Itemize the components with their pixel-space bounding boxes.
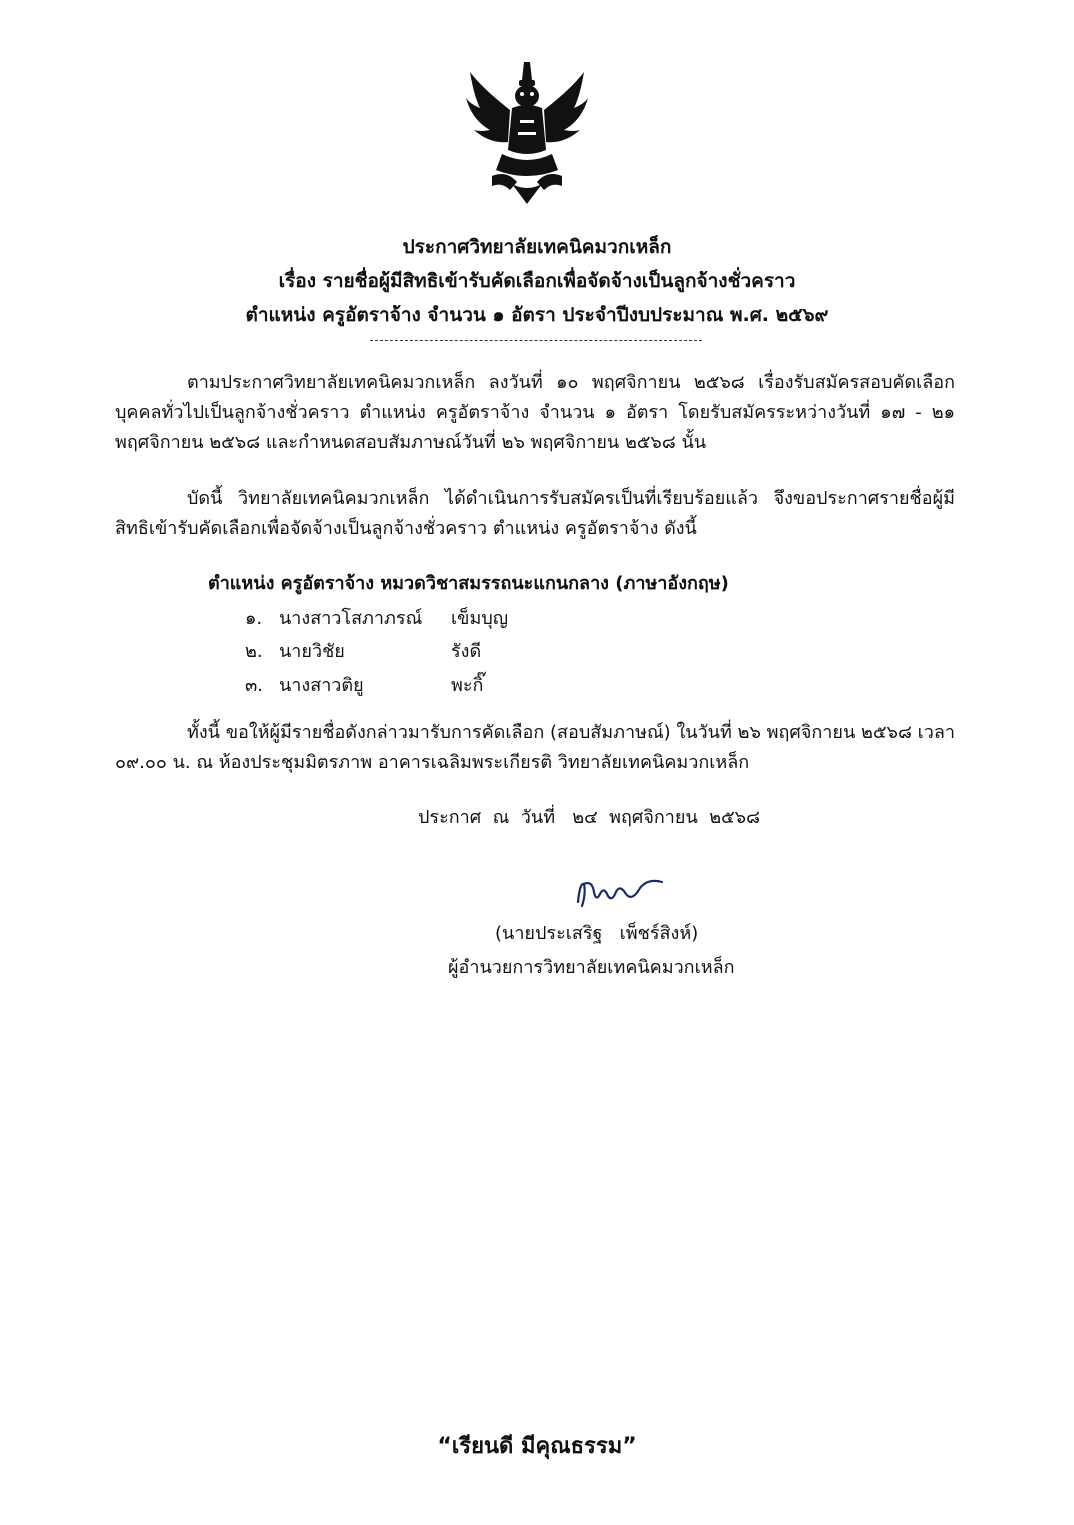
paragraph-interview-schedule: ทั้งนี้ ขอให้ผู้มีรายชื่อดังกล่าวมารับการคัดเลือก (สอบสัมภาษณ์) ในวันที่ ๒๖ พฤศจิกายน ๒๕๖๘ เวลา ๐๙.๐๐ น. ณ ห้องประชุมมิตรภาพ อาคารเฉลิมพระเกียรติ วิทยาลัยเทคนิคมวกเหล็ก — [115, 722, 955, 773]
announcement-subject: เรื่อง รายชื่อผู้มีสิทธิเข้ารับคัดเลือกเพื่อจัดจ้างเป็นลูกจ้างชั่วคราว — [278, 270, 796, 292]
announcement-title: ประกาศวิทยาลัยเทคนิคมวกเหล็ก — [402, 236, 672, 258]
position-heading: ตำแหน่ง ครูอัตราจ้าง หมวดวิชาสมรรถนะแกนกลาง (ภาษาอังกฤษ) — [208, 573, 729, 594]
candidate-row — [245, 670, 483, 698]
signer-title: ผู้อำนวยการวิทยาลัยเทคนิคมวกเหล็ก — [448, 957, 735, 978]
title-divider — [370, 340, 702, 341]
candidate-row — [245, 636, 481, 664]
candidate-last-name: รังดี — [451, 641, 482, 662]
handwritten-signature — [570, 872, 670, 912]
paragraph-background: ตามประกาศวิทยาลัยเทคนิคมวกเหล็ก ลงวันที่ ๑๐ พฤศจิกายน ๒๕๖๘ เรื่องรับสมัครสอบคัดเลือกบุคคลทั่วไปเป็นลูกจ้างชั่วคราว ตำแหน่ง ครูอัตราจ้าง จำนวน ๑ อัตรา โดยรับสมัครระหว่างวันที่ ๑๗ - ๒๑ พฤศจิกายน ๒๕๖๘ และกำหนดสอบสัมภาษณ์วันที่ ๒๖ พฤศจิกายน ๒๕๖๘ นั้น — [115, 372, 955, 453]
candidate-first-name: นายวิชัย — [279, 641, 345, 662]
candidate-first-name: นางสาวติยู — [279, 675, 364, 696]
footer-motto: “เรียนดี มีคุณธรรม” — [437, 1434, 637, 1459]
candidate-number: ๓. — [245, 675, 264, 696]
candidate-last-name: พะกิ๊ — [451, 675, 484, 696]
candidate-row — [245, 603, 508, 631]
garuda-emblem-icon — [462, 58, 592, 208]
candidate-first-name: นางสาวโสภาภรณ์ — [279, 608, 423, 629]
candidate-number: ๒. — [245, 641, 263, 662]
candidate-last-name: เข็มบุญ — [451, 608, 509, 629]
candidate-number: ๑. — [245, 608, 263, 629]
paragraph-announcement: บัดนี้ วิทยาลัยเทคนิคมวกเหล็ก ได้ดำเนินการรับสมัครเป็นที่เรียบร้อยแล้ว จึงขอประกาศรายชื่อผู้มีสิทธิเข้ารับคัดเลือกเพื่อจัดจ้างเป็นลูกจ้างชั่วคราว ตำแหน่ง ครูอัตราจ้าง ดังนี้ — [115, 488, 955, 539]
announcement-date: ประกาศ ณ วันที่ ๒๔ พฤศจิกายน ๒๕๖๘ — [418, 807, 760, 828]
signer-name: (นายประเสริฐ เพ็ชร์สิงห์) — [495, 923, 699, 944]
announcement-position-line: ตำแหน่ง ครูอัตราจ้าง จำนวน ๑ อัตรา ประจำปีงบประมาณ พ.ศ. ๒๕๖๙ — [245, 304, 829, 326]
